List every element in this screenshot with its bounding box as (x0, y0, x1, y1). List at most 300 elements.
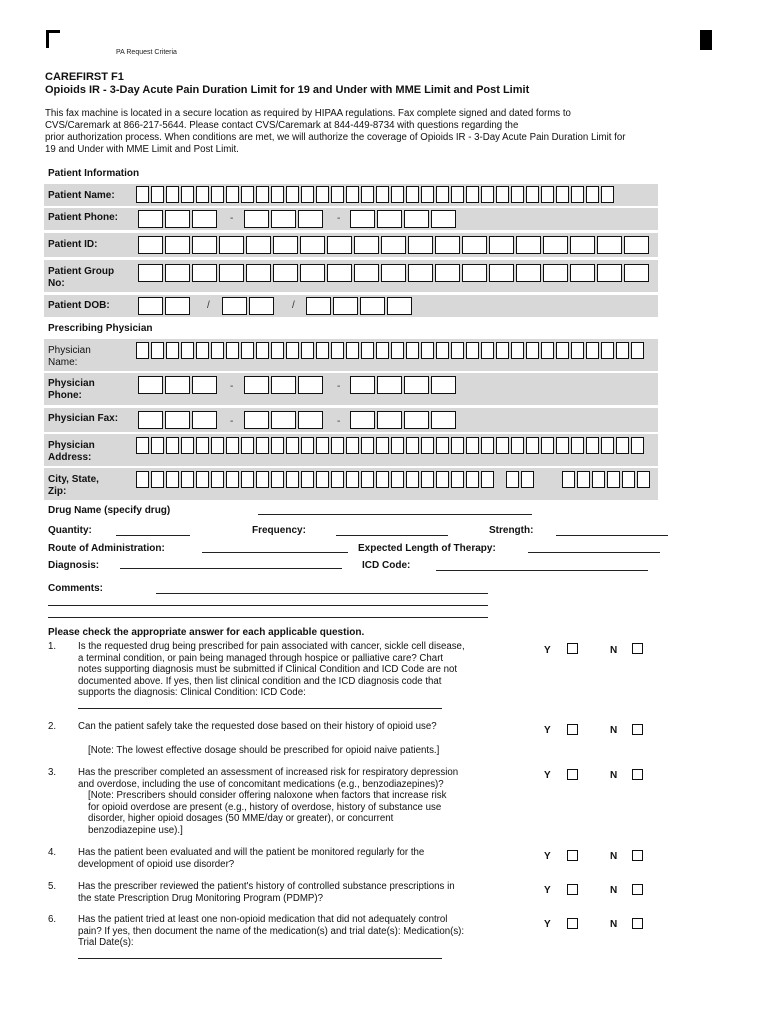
patient-phone-prefix-input[interactable] (244, 210, 323, 228)
character-box[interactable] (246, 264, 271, 282)
question-6-answer-line[interactable] (78, 958, 442, 959)
label-line: Physician (48, 440, 95, 451)
character-box[interactable] (361, 186, 374, 203)
character-box[interactable] (138, 210, 163, 228)
character-box[interactable] (466, 471, 479, 488)
character-box[interactable] (624, 236, 649, 254)
label-line: Physician (48, 378, 95, 389)
character-box[interactable] (226, 471, 239, 488)
character-box[interactable] (316, 471, 329, 488)
physician-fax-prefix-input[interactable] (244, 411, 323, 429)
character-box[interactable] (521, 471, 534, 488)
character-box[interactable] (286, 437, 299, 454)
character-box[interactable] (138, 411, 163, 429)
intro-paragraph (45, 108, 735, 156)
character-box[interactable] (408, 264, 433, 282)
character-box[interactable] (192, 376, 217, 394)
character-box[interactable] (451, 471, 464, 488)
character-box[interactable] (136, 186, 149, 203)
character-box[interactable] (404, 210, 429, 228)
character-box[interactable] (286, 471, 299, 488)
fax-separator: - (337, 416, 341, 427)
character-box[interactable] (571, 342, 584, 359)
question-4-no-label: N (610, 851, 618, 862)
character-box[interactable] (346, 471, 359, 488)
character-box[interactable] (333, 297, 358, 315)
character-box[interactable] (631, 437, 644, 454)
character-box[interactable] (435, 236, 460, 254)
date-separator: / (292, 300, 295, 311)
character-box[interactable] (256, 186, 269, 203)
character-box[interactable] (586, 186, 599, 203)
character-box[interactable] (481, 437, 494, 454)
therapy-length-label: Expected Length of Therapy: (358, 543, 496, 554)
route-field[interactable] (202, 552, 348, 553)
character-box[interactable] (421, 471, 434, 488)
character-box[interactable] (436, 437, 449, 454)
character-box[interactable] (406, 437, 419, 454)
character-box[interactable] (391, 342, 404, 359)
question-2-number: 2. (48, 721, 57, 732)
character-box[interactable] (192, 210, 217, 228)
intro-line: 19 and Under with MME Limit and Post Limit. (45, 144, 239, 155)
physician-phone-prefix-input[interactable] (244, 376, 323, 394)
physician-name-input[interactable] (136, 342, 644, 359)
question-5-no-label: N (610, 885, 618, 896)
comments-field[interactable] (48, 605, 488, 606)
character-box[interactable] (241, 342, 254, 359)
question-6-yes-checkbox[interactable] (567, 918, 578, 929)
character-box[interactable] (571, 186, 584, 203)
character-box[interactable] (181, 437, 194, 454)
patient-name-input[interactable] (136, 186, 614, 203)
character-box[interactable] (331, 342, 344, 359)
character-box[interactable] (249, 297, 274, 315)
character-box[interactable] (377, 411, 402, 429)
character-box[interactable] (211, 471, 224, 488)
label-line: Patient Group (48, 266, 115, 277)
character-box[interactable] (196, 471, 209, 488)
character-box[interactable] (273, 264, 298, 282)
character-box[interactable] (350, 376, 375, 394)
character-box[interactable] (271, 210, 296, 228)
character-box[interactable] (541, 342, 554, 359)
character-box[interactable] (496, 342, 509, 359)
character-box[interactable] (241, 186, 254, 203)
character-box[interactable] (136, 342, 149, 359)
character-box[interactable] (543, 236, 568, 254)
quantity-field[interactable] (116, 535, 190, 536)
question-5-no-checkbox[interactable] (632, 884, 643, 895)
character-box[interactable] (586, 437, 599, 454)
character-box[interactable] (592, 471, 605, 488)
question-5-yes-label: Y (544, 885, 551, 896)
character-box[interactable] (597, 264, 622, 282)
questions-instruction: Please check the appropriate answer for each applicable question. (48, 627, 365, 638)
character-box[interactable] (298, 376, 323, 394)
character-box[interactable] (481, 186, 494, 203)
character-box[interactable] (136, 471, 149, 488)
character-box[interactable] (511, 186, 524, 203)
comments-field[interactable] (156, 593, 488, 594)
character-box[interactable] (165, 376, 190, 394)
character-box[interactable] (138, 264, 163, 282)
character-box[interactable] (165, 236, 190, 254)
comments-label: Comments: (48, 583, 104, 594)
character-box[interactable] (543, 264, 568, 282)
character-box[interactable] (327, 264, 352, 282)
question-line: benzodiazepine use).] (88, 824, 183, 836)
character-box[interactable] (376, 471, 389, 488)
character-box[interactable] (165, 411, 190, 429)
character-box[interactable] (244, 376, 269, 394)
character-box[interactable] (219, 236, 244, 254)
character-box[interactable] (556, 437, 569, 454)
character-box[interactable] (624, 264, 649, 282)
question-line: documented above. If yes, then list clinical condition and the ICD diagnosis code that (78, 675, 442, 687)
character-box[interactable] (570, 236, 595, 254)
character-box[interactable] (481, 471, 494, 488)
physician-address-input[interactable] (136, 437, 644, 454)
character-box[interactable] (637, 471, 650, 488)
character-box[interactable] (511, 437, 524, 454)
character-box[interactable] (151, 342, 164, 359)
frequency-field[interactable] (336, 535, 448, 536)
physician-state-input[interactable] (506, 471, 534, 488)
character-box[interactable] (165, 264, 190, 282)
character-box[interactable] (376, 437, 389, 454)
drug-name-field[interactable] (258, 514, 532, 515)
character-box[interactable] (516, 236, 541, 254)
character-box[interactable] (406, 471, 419, 488)
label-line: Address: (48, 452, 92, 463)
comments-field[interactable] (48, 617, 488, 618)
character-box[interactable] (436, 342, 449, 359)
character-box[interactable] (391, 186, 404, 203)
question-4-yes-checkbox[interactable] (567, 850, 578, 861)
character-box[interactable] (376, 186, 389, 203)
character-box[interactable] (346, 342, 359, 359)
character-box[interactable] (451, 186, 464, 203)
character-box[interactable] (622, 471, 635, 488)
character-box[interactable] (165, 210, 190, 228)
physician-fax-area-code-input[interactable] (138, 411, 217, 429)
character-box[interactable] (376, 342, 389, 359)
character-box[interactable] (301, 342, 314, 359)
character-box[interactable] (192, 264, 217, 282)
question-line: a terminal condition, or pain being managed through hospice or palliative care? Chart (78, 652, 444, 664)
character-box[interactable] (346, 186, 359, 203)
character-box[interactable] (526, 342, 539, 359)
patient-phone-line-input[interactable] (350, 210, 456, 228)
character-box[interactable] (377, 376, 402, 394)
character-box[interactable] (271, 471, 284, 488)
character-box[interactable] (571, 437, 584, 454)
character-box[interactable] (138, 376, 163, 394)
character-box[interactable] (316, 186, 329, 203)
character-box[interactable] (300, 236, 325, 254)
icd-code-field[interactable] (436, 570, 648, 571)
character-box[interactable] (273, 236, 298, 254)
patient-dob-year-input[interactable] (306, 297, 412, 315)
character-box[interactable] (466, 342, 479, 359)
character-box[interactable] (138, 297, 163, 315)
header-criteria-label: PA Request Criteria (116, 49, 177, 56)
character-box[interactable] (354, 236, 379, 254)
physician-fax-label: Physician Fax: (48, 413, 119, 424)
question-5-yes-checkbox[interactable] (567, 884, 578, 895)
character-box[interactable] (570, 264, 595, 282)
character-box[interactable] (244, 411, 269, 429)
character-box[interactable] (541, 186, 554, 203)
patient-phone-area-code-input[interactable] (138, 210, 217, 228)
physician-phone-line-input[interactable] (350, 376, 456, 394)
character-box[interactable] (489, 264, 514, 282)
character-box[interactable] (496, 437, 509, 454)
question-3-yes-checkbox[interactable] (567, 769, 578, 780)
physician-fax-line-input[interactable] (350, 411, 456, 429)
character-box[interactable] (381, 264, 406, 282)
question-1-answer-line[interactable] (78, 708, 442, 709)
character-box[interactable] (166, 186, 179, 203)
character-box[interactable] (431, 210, 456, 228)
patient-id-label: Patient ID: (48, 239, 98, 250)
character-box[interactable] (601, 186, 614, 203)
character-box[interactable] (219, 264, 244, 282)
character-box[interactable] (211, 342, 224, 359)
character-box[interactable] (631, 342, 644, 359)
character-box[interactable] (601, 342, 614, 359)
question-6-number: 6. (48, 914, 57, 925)
character-box[interactable] (138, 236, 163, 254)
character-box[interactable] (406, 186, 419, 203)
character-box[interactable] (298, 411, 323, 429)
character-box[interactable] (271, 186, 284, 203)
character-box[interactable] (331, 437, 344, 454)
character-box[interactable] (196, 342, 209, 359)
quantity-label: Quantity: (48, 525, 92, 536)
character-box[interactable] (286, 186, 299, 203)
strength-field[interactable] (556, 535, 668, 536)
character-box[interactable] (271, 342, 284, 359)
character-box[interactable] (331, 471, 344, 488)
character-box[interactable] (577, 471, 590, 488)
character-box[interactable] (451, 437, 464, 454)
character-box[interactable] (181, 186, 194, 203)
character-box[interactable] (331, 186, 344, 203)
character-box[interactable] (436, 186, 449, 203)
question-line: notes supporting diagnosis must be submitted if Clinical Condition and ICD Code are not (78, 664, 458, 675)
character-box[interactable] (166, 342, 179, 359)
character-box[interactable] (165, 297, 190, 315)
intro-line: CVS/Caremark at 866-217-5644. Please contact CVS/Caremark at 844-449-8734 with questions regarding the (45, 120, 519, 131)
character-box[interactable] (526, 437, 539, 454)
question-4-no-checkbox[interactable] (632, 850, 643, 861)
patient-group-number-input[interactable] (138, 264, 649, 282)
character-box[interactable] (436, 471, 449, 488)
physician-phone-area-code-input[interactable] (138, 376, 217, 394)
character-box[interactable] (408, 236, 433, 254)
drug-name-label: Drug Name (specify drug) (48, 505, 171, 516)
character-box[interactable] (586, 342, 599, 359)
character-box[interactable] (421, 186, 434, 203)
character-box[interactable] (616, 437, 629, 454)
character-box[interactable] (421, 437, 434, 454)
character-box[interactable] (350, 210, 375, 228)
question-2-no-label: N (610, 725, 618, 736)
character-box[interactable] (298, 210, 323, 228)
character-box[interactable] (506, 471, 519, 488)
label-line: Name: (48, 357, 78, 368)
character-box[interactable] (301, 437, 314, 454)
character-box[interactable] (556, 342, 569, 359)
character-box[interactable] (421, 342, 434, 359)
character-box[interactable] (271, 437, 284, 454)
character-box[interactable] (316, 342, 329, 359)
character-box[interactable] (391, 437, 404, 454)
character-box[interactable] (256, 437, 269, 454)
question-2-note: [Note: The lowest effective dosage should be prescribed for opioid naive patients.] (88, 745, 440, 756)
character-box[interactable] (226, 437, 239, 454)
character-box[interactable] (301, 186, 314, 203)
question-4-number: 4. (48, 847, 57, 858)
character-box[interactable] (361, 342, 374, 359)
phone-separator: - (337, 213, 341, 224)
intro-line: This fax machine is located in a secure location as required by HIPAA regulations. Fax complete signed and dated forms to (45, 108, 571, 119)
city-state-zip-label (48, 474, 99, 498)
physician-address-label (48, 440, 95, 464)
character-box[interactable] (226, 186, 239, 203)
question-3-no-checkbox[interactable] (632, 769, 643, 780)
character-box[interactable] (256, 342, 269, 359)
question-2-yes-checkbox[interactable] (567, 724, 578, 735)
character-box[interactable] (381, 236, 406, 254)
form-title (45, 71, 529, 97)
character-box[interactable] (526, 186, 539, 203)
character-box[interactable] (246, 236, 271, 254)
label-line: City, State, (48, 474, 99, 485)
physician-city-input[interactable] (136, 471, 494, 488)
character-box[interactable] (462, 236, 487, 254)
character-box[interactable] (431, 376, 456, 394)
character-box[interactable] (361, 471, 374, 488)
character-box[interactable] (256, 471, 269, 488)
question-line: Is the requested drug being prescribed for pain associated with cancer, sickle cell disease, (78, 641, 465, 652)
patient-id-input[interactable] (138, 236, 649, 254)
character-box[interactable] (377, 210, 402, 228)
patient-dob-month-input[interactable] (138, 297, 190, 315)
character-box[interactable] (192, 411, 217, 429)
character-box[interactable] (489, 236, 514, 254)
character-box[interactable] (435, 264, 460, 282)
character-box[interactable] (222, 297, 247, 315)
character-box[interactable] (466, 437, 479, 454)
character-box[interactable] (136, 437, 149, 454)
character-box[interactable] (181, 471, 194, 488)
character-box[interactable] (306, 297, 331, 315)
diagnosis-field[interactable] (120, 568, 342, 569)
label-line: Phone: (48, 390, 82, 401)
question-1-yes-checkbox[interactable] (567, 643, 578, 654)
character-box[interactable] (346, 437, 359, 454)
question-1-text (78, 641, 465, 699)
character-box[interactable] (181, 342, 194, 359)
character-box[interactable] (616, 342, 629, 359)
character-box[interactable] (211, 437, 224, 454)
character-box[interactable] (361, 437, 374, 454)
question-1-no-checkbox[interactable] (632, 643, 643, 654)
character-box[interactable] (244, 210, 269, 228)
character-box[interactable] (466, 186, 479, 203)
character-box[interactable] (151, 471, 164, 488)
character-box[interactable] (431, 411, 456, 429)
character-box[interactable] (271, 376, 296, 394)
form-title-text: Opioids IR - 3-Day Acute Pain Duration Limit for 19 and Under with MME Limit and Post Limit (45, 84, 530, 96)
character-box[interactable] (166, 471, 179, 488)
icd-code-label: ICD Code: (362, 560, 411, 571)
character-box[interactable] (562, 471, 575, 488)
character-box[interactable] (516, 264, 541, 282)
character-box[interactable] (360, 297, 385, 315)
character-box[interactable] (481, 342, 494, 359)
character-box[interactable] (196, 437, 209, 454)
question-line: Has the patient tried at least one non-opioid medication that did not adequately control (78, 914, 448, 925)
therapy-length-field[interactable] (528, 552, 660, 553)
patient-dob-day-input[interactable] (222, 297, 274, 315)
character-box[interactable] (286, 342, 299, 359)
character-box[interactable] (406, 342, 419, 359)
character-box[interactable] (226, 342, 239, 359)
character-box[interactable] (496, 186, 509, 203)
character-box[interactable] (241, 471, 254, 488)
character-box[interactable] (462, 264, 487, 282)
character-box[interactable] (316, 437, 329, 454)
character-box[interactable] (556, 186, 569, 203)
question-2-no-checkbox[interactable] (632, 724, 643, 735)
character-box[interactable] (196, 186, 209, 203)
character-box[interactable] (300, 264, 325, 282)
character-box[interactable] (601, 437, 614, 454)
character-box[interactable] (354, 264, 379, 282)
character-box[interactable] (271, 411, 296, 429)
question-line: development of opioid use disorder? (78, 858, 235, 870)
question-6-text (78, 914, 464, 949)
character-box[interactable] (404, 411, 429, 429)
character-box[interactable] (511, 342, 524, 359)
character-box[interactable] (541, 437, 554, 454)
character-box[interactable] (451, 342, 464, 359)
character-box[interactable] (211, 186, 224, 203)
character-box[interactable] (391, 471, 404, 488)
question-line: for opioid overdose are present (e.g., history of overdose, history of substance use (88, 801, 442, 813)
character-box[interactable] (607, 471, 620, 488)
question-6-no-checkbox[interactable] (632, 918, 643, 929)
character-box[interactable] (404, 376, 429, 394)
character-box[interactable] (597, 236, 622, 254)
character-box[interactable] (151, 437, 164, 454)
character-box[interactable] (301, 471, 314, 488)
fax-separator: - (230, 416, 234, 427)
character-box[interactable] (350, 411, 375, 429)
question-6-yes-label: Y (544, 919, 551, 930)
character-box[interactable] (327, 236, 352, 254)
character-box[interactable] (166, 437, 179, 454)
character-box[interactable] (241, 437, 254, 454)
character-box[interactable] (192, 236, 217, 254)
character-box[interactable] (151, 186, 164, 203)
physician-zip-input[interactable] (562, 471, 650, 488)
character-box[interactable] (387, 297, 412, 315)
